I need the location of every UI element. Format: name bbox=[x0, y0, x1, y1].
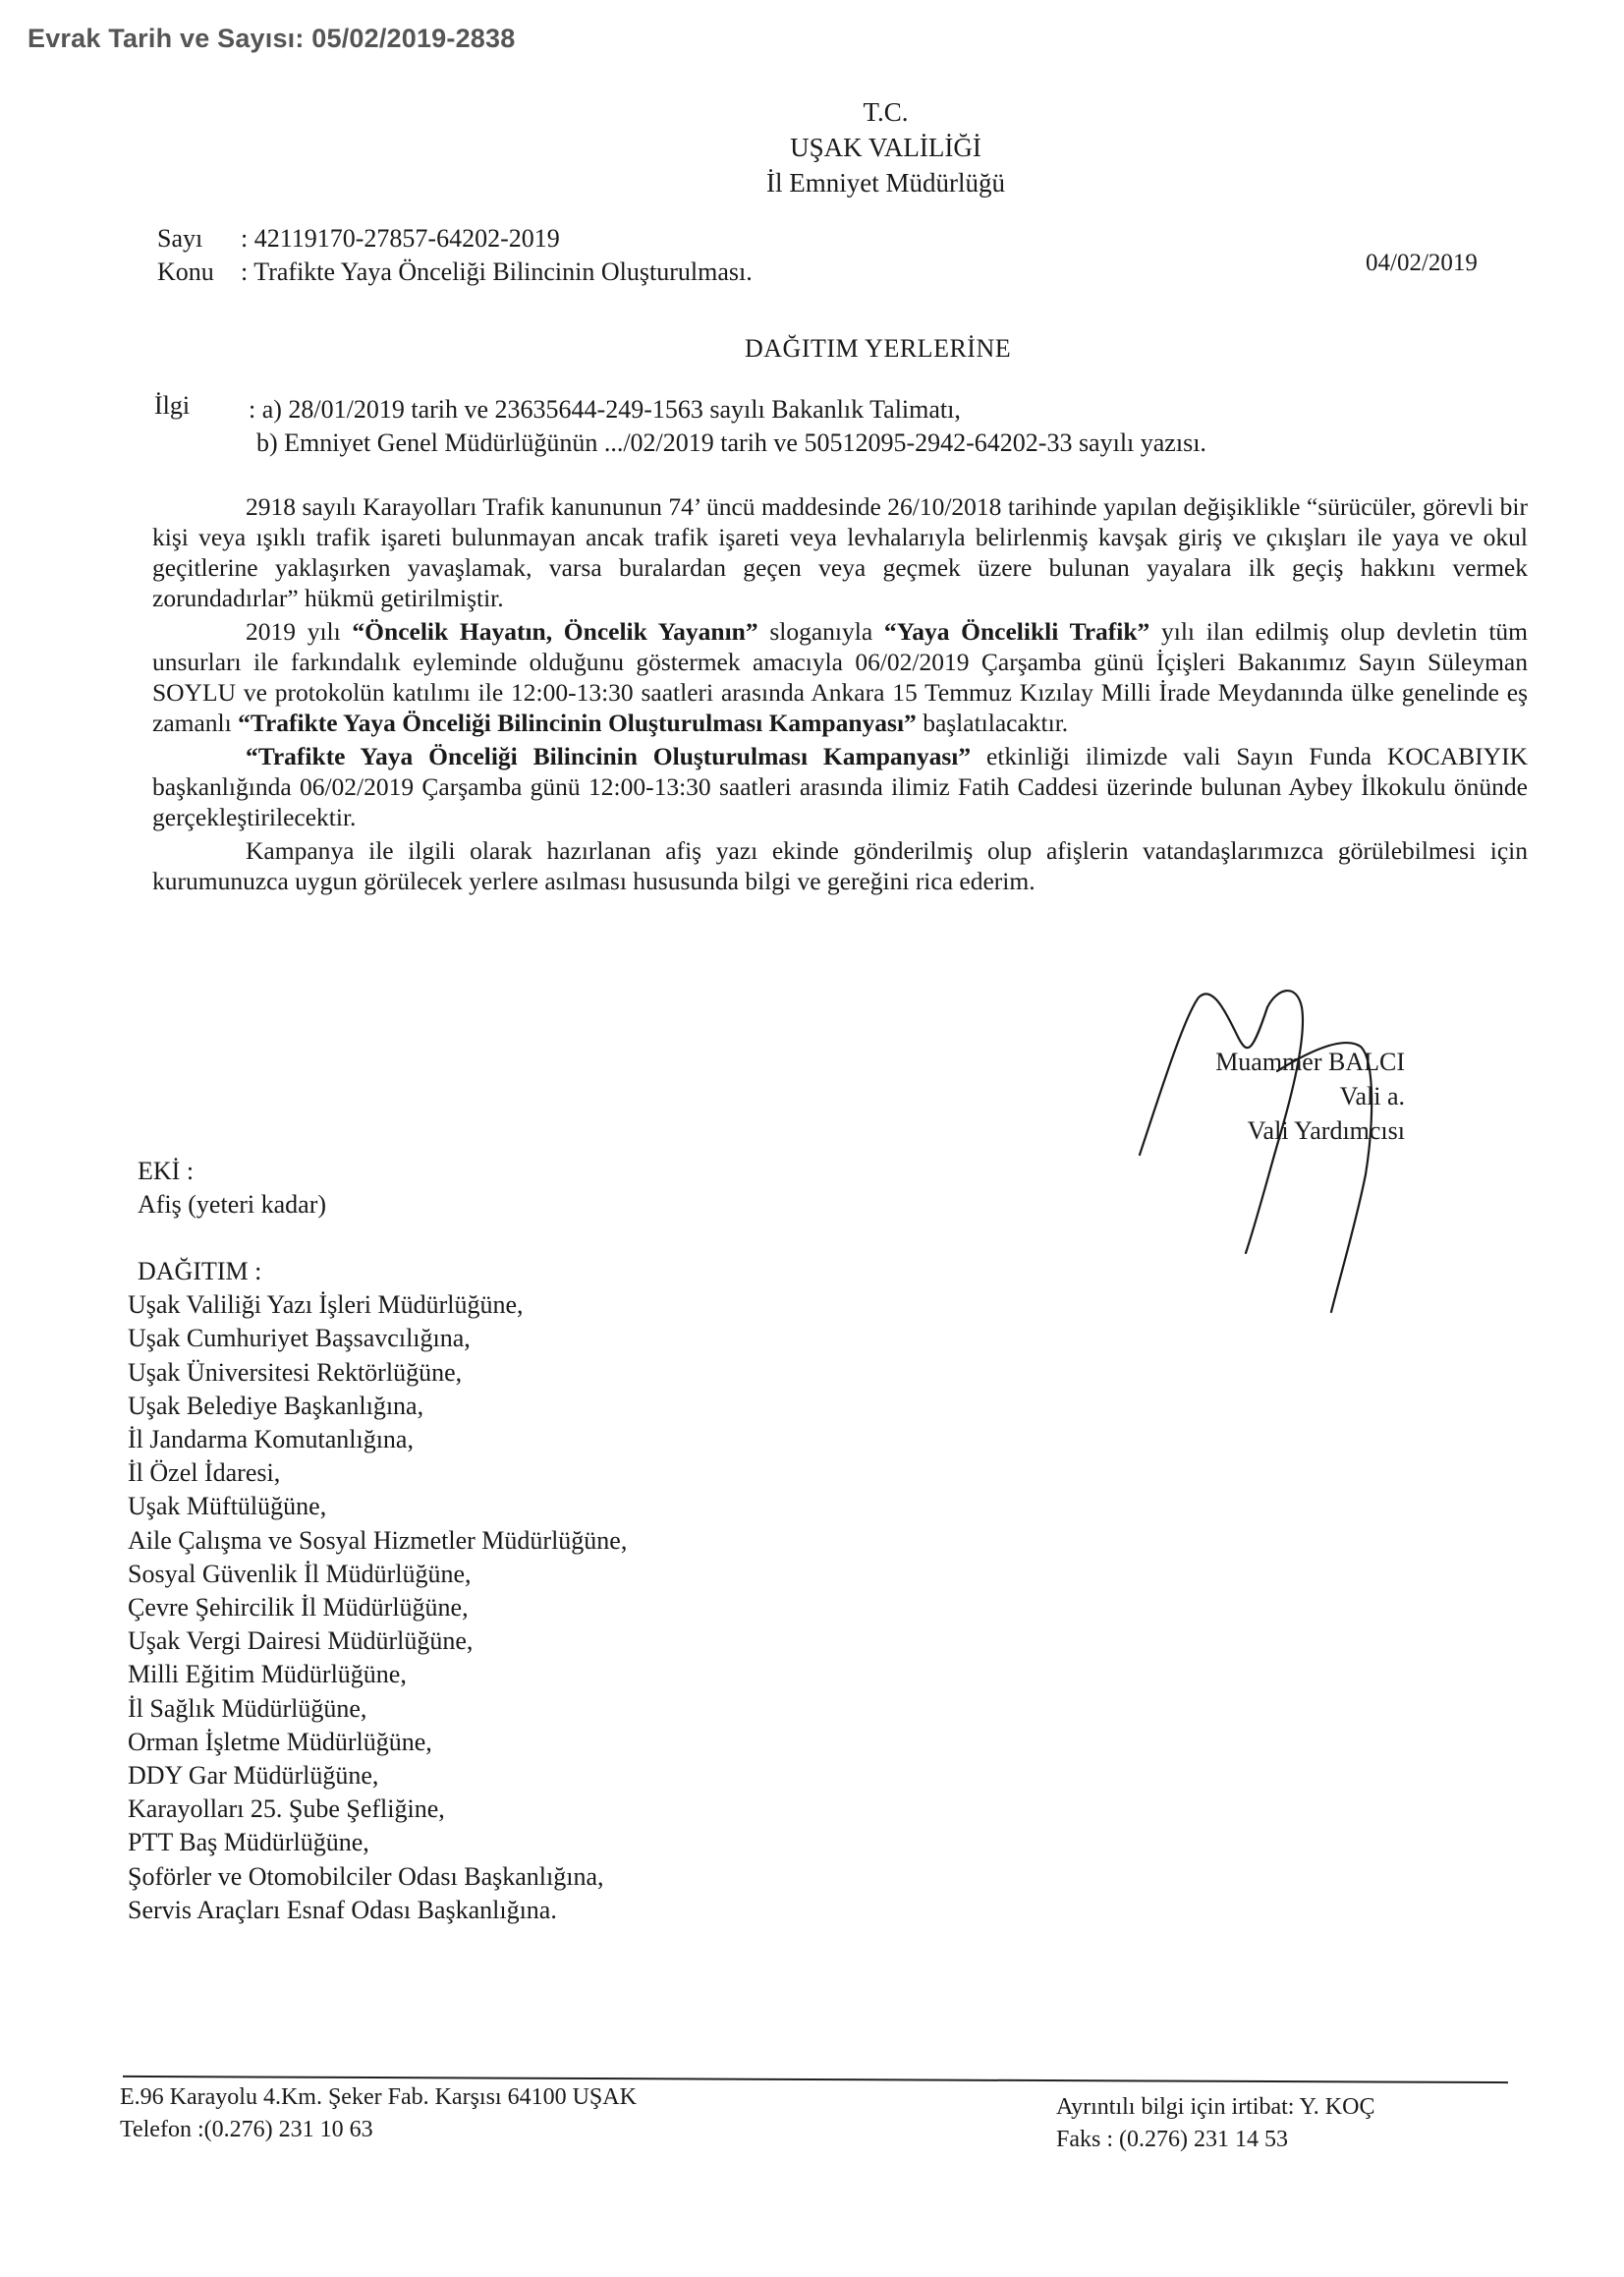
letterhead-line-2: UŞAK VALİLİĞİ bbox=[790, 133, 981, 162]
body-paragraph-4: Kampanya ile ilgili olarak hazırlanan afiş yazı ekinde gönderilmiş olup afişlerin vatandaşlarımızca görülebilmesi için kurumunuzca uygun görülecek yerlere asılması hususunda bilgi ve gereğini rica ederim. bbox=[152, 836, 1528, 895]
document-date-number-stamp: Evrak Tarih ve Sayısı: 05/02/2019-2838 bbox=[28, 24, 516, 53]
distribution-list bbox=[128, 1255, 627, 1927]
ilgi-label: İlgi bbox=[154, 391, 191, 420]
p2-slogan: “Öncelik Hayatın, Öncelik Yayanın” bbox=[352, 617, 758, 646]
subject-line bbox=[157, 256, 753, 289]
list-item: PTT Baş Müdürlüğüne, bbox=[128, 1828, 369, 1857]
list-item: Servis Araçları Esnaf Odası Başkanlığına. bbox=[128, 1895, 557, 1924]
list-item: Uşak Cumhuriyet Başsavcılığına, bbox=[128, 1324, 471, 1353]
body-paragraph-2 bbox=[152, 616, 1528, 738]
letterhead-line-3: İl Emniyet Müdürlüğü bbox=[766, 168, 1005, 198]
sayi-value: : 42119170-27857-64202-2019 bbox=[241, 224, 560, 253]
list-item: Uşak Belediye Başkanlığına, bbox=[128, 1391, 424, 1420]
list-item: Uşak Müftülüğüne, bbox=[128, 1492, 327, 1521]
list-item: Sosyal Güvenlik İl Müdürlüğüne, bbox=[128, 1559, 472, 1588]
ilgi-items bbox=[249, 393, 1206, 460]
list-item: İl Jandarma Komutanlığına, bbox=[128, 1425, 414, 1454]
p3-text-b: etkinliği ilimizde vali Sayın Funda KOCABIYIK başkanlığında 06/02/2019 Çarşamba günü 12:00-13:30 saatleri arasında ilimiz Fatih Caddesi üzerinde bulunan Aybey İlkokulu önünde gerçekleştirilecektir. bbox=[152, 742, 1528, 831]
konu-value: : Trafikte Yaya Önceliği Bilincinin Oluşturulması. bbox=[241, 257, 753, 286]
letter-body bbox=[152, 491, 1528, 899]
p2-campaign-name: “Trafikte Yaya Önceliği Bilincinin Oluşturulması Kampanyası” bbox=[238, 709, 917, 737]
signatory-title: Vali Yardımcısı bbox=[1247, 1116, 1405, 1145]
body-paragraph-3 bbox=[152, 741, 1528, 832]
list-item: İl Özel İdaresi, bbox=[128, 1458, 281, 1488]
letterhead bbox=[0, 94, 1624, 200]
attachment-item: Afiş (yeteri kadar) bbox=[138, 1190, 327, 1219]
body-paragraph-1: 2918 sayılı Karayolları Trafik kanununun 74’ üncü maddesinde 26/10/2018 tarihinde yapılan değişiklikle “sürücüler, görevli bir kişi veya ışıklı trafik işareti bulunmayan ancak trafik işareti veya levhalarıyla belirlenmiş kavşak giriş ve çıkışları ile yaya ve okul geçitlerine yaklaşırken yavaşlamak, varsa buralardan geçen veya geçmek üzere bulunan yayalara ilk geçiş hakkını vermek zorundadırlar” hükmü getirilmiştir. bbox=[152, 492, 1528, 612]
attachments-label: EKİ : bbox=[138, 1157, 195, 1185]
footer-address: E.96 Karayolu 4.Km. Şeker Fab. Karşısı 64100 UŞAK bbox=[120, 2084, 637, 2110]
footer-contact: Ayrıntılı bilgi için irtibat: Y. KOÇ bbox=[1056, 2094, 1375, 2120]
letter-date: 04/02/2019 bbox=[1366, 250, 1478, 276]
list-item: Çevre Şehircilik İl Müdürlüğüne, bbox=[128, 1593, 469, 1622]
footer-right bbox=[1056, 2091, 1374, 2156]
p3-campaign-name: “Trafikte Yaya Önceliği Bilincinin Oluşturulması Kampanyası” bbox=[246, 742, 972, 770]
distribution-label: DAĞITIM : bbox=[138, 1257, 262, 1285]
list-item: DDY Gar Müdürlüğüne, bbox=[128, 1761, 379, 1791]
list-item: Milli Eğitim Müdürlüğüne, bbox=[128, 1660, 407, 1689]
p2-text-c: sloganıyla bbox=[757, 617, 884, 646]
p2-year-theme: “Yaya Öncelikli Trafik” bbox=[883, 617, 1150, 646]
list-item: Şoförler ve Otomobilciler Odası Başkanlığına, bbox=[128, 1861, 604, 1891]
list-item: Uşak Valiliği Yazı İşleri Müdürlüğüne, bbox=[128, 1290, 524, 1320]
p2-text-g: başlatılacaktır. bbox=[916, 709, 1069, 737]
sayi-label: Sayı bbox=[157, 224, 203, 253]
letterhead-line-1: T.C. bbox=[863, 97, 909, 127]
footer-phone: Telefon :(0.276) 231 10 63 bbox=[120, 2117, 373, 2142]
distribution-title: DAĞITIM YERLERİNE bbox=[745, 334, 1012, 363]
ilgi-item-b: b) Emniyet Genel Müdürlüğünün .../02/2019 tarih ve 50512095-2942-64202-33 sayılı yazısı. bbox=[256, 428, 1206, 457]
reference-number bbox=[157, 222, 560, 256]
ilgi-item-a: : a) 28/01/2019 tarih ve 23635644-249-1563 sayılı Bakanlık Talimatı, bbox=[249, 395, 961, 424]
list-item: Karayolları 25. Şube Şefliğine, bbox=[128, 1794, 445, 1824]
list-item: Uşak Üniversitesi Rektörlüğüne, bbox=[128, 1357, 463, 1387]
konu-label: Konu bbox=[157, 257, 214, 286]
signature-block bbox=[1189, 1045, 1405, 1148]
attachments bbox=[138, 1155, 326, 1222]
footer-fax: Faks : (0.276) 231 14 53 bbox=[1056, 2127, 1288, 2152]
p2-text-e: yılı ilan edilmiş olup devletin tüm unsurları ile farkındalık eyleminde olduğunu göstermek amacıyla 06/02/2019 Çarşamba günü İçişleri Bakanımız Sayın Süleyman SOYLU ve protokolün katılımı ile 12:00-13:30 saatleri arasında Ankara 15 Temmuz Kızılay Milli İrade Meydanında ülke genelinde eş zamanlı bbox=[152, 617, 1528, 737]
p2-text-a: 2019 yılı bbox=[246, 617, 353, 646]
signatory-line-2: Vali a. bbox=[1339, 1082, 1405, 1110]
signatory-name: Muammer BALCI bbox=[1215, 1048, 1405, 1076]
footer-left bbox=[120, 2081, 637, 2146]
list-item: Uşak Vergi Dairesi Müdürlüğüne, bbox=[128, 1626, 474, 1656]
handwritten-signature bbox=[1130, 978, 1474, 1332]
list-item: İl Sağlık Müdürlüğüne, bbox=[128, 1693, 367, 1723]
list-item: Aile Çalışma ve Sosyal Hizmetler Müdürlüğüne, bbox=[128, 1525, 628, 1555]
list-item: Orman İşletme Müdürlüğüne, bbox=[128, 1727, 432, 1756]
